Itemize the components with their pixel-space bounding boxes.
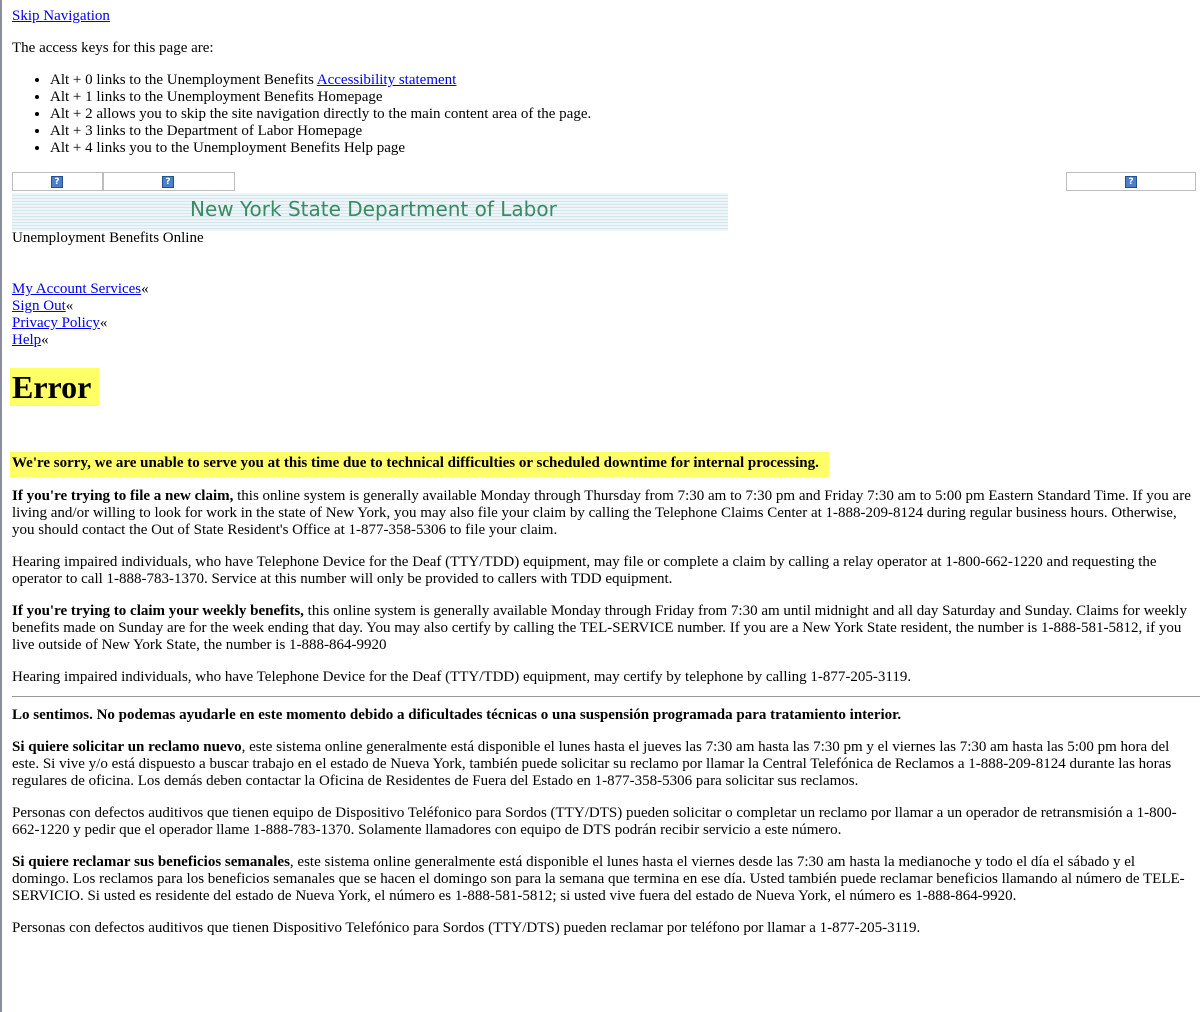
- sign-out-link[interactable]: Sign Out: [12, 298, 66, 314]
- error-message-spanish: Lo sentimos. No podemas ayudarle en este momento debido a dificultades técnicas o una suspensión programada para tratamiento interior.: [12, 707, 902, 723]
- page-title: Error: [10, 368, 99, 406]
- nys-dol-banner: [12, 193, 728, 231]
- account-menu: [12, 281, 149, 349]
- weekly-benefits-paragraph-es: Si quiere reclamar sus beneficios semanales, este sistema online generalmente está disponible el lunes hasta el viernes desde las 7:30 am hasta la medianoche y todo el día el sábado y el domingo. Los reclamos para los beneficios semanales que se hacen el domingo son para la semana que termina en ese día. Usted también puede reclamar beneficios llamando al número de TELE-SERVICIO. Si usted es residente del estado de Nueva York, el número es 1-888-581-5812; si usted vive fuera del estado de Nueva York, el número es 1-888-864-9920.: [12, 854, 1185, 904]
- menu-item-sign-out: Sign Out«: [12, 298, 74, 314]
- access-key-item: • Alt + 3 links to the Department of Labor Homepage: [50, 123, 591, 140]
- broken-image-left[interactable]: [12, 172, 103, 191]
- error-message-english: We're sorry, we are unable to serve you at this time due to technical difficulties or scheduled downtime for internal processing.: [10, 452, 829, 477]
- privacy-policy-link[interactable]: Privacy Policy: [12, 315, 100, 331]
- question-mark-icon: ?: [1125, 176, 1137, 188]
- access-key-item: • Alt + 2 allows you to skip the site navigation directly to the main content area of the page.: [50, 106, 591, 123]
- access-key-item: • Alt + 4 links you to the Unemployment Benefits Help page: [50, 140, 591, 157]
- my-account-services-link[interactable]: My Account Services: [12, 281, 142, 297]
- accessibility-statement-link[interactable]: Accessibility statement: [316, 72, 457, 88]
- access-keys-list: [12, 72, 591, 157]
- tdd-certify-paragraph: Hearing impaired individuals, who have Telephone Device for the Deaf (TTY/TDD) equipment, may certify by telephone by calling 1-877-205-3119.: [12, 669, 912, 685]
- new-claim-paragraph: If you're trying to file a new claim, this online system is generally available Monday through Thursday from 7:30 am to 7:30 pm and Friday 7:30 am to 5:00 pm Eastern Standard Time. If you are living and/or willing to look for work in the state of New York, you may also file your claim by calling the Telephone Claims Center at 1-888-209-8124 during regular business hours. Otherwise, you should contact the Out of State Resident's Office at 1-877-358-5306 to file your claim.: [12, 488, 1191, 538]
- weekly-benefits-paragraph: If you're trying to claim your weekly benefits, this online system is generally available Monday through Friday from 7:30 am until midnight and all day Saturday and Sunday. Claims for weekly benefits made on Sunday are for the week ending that day. You may also certify by calling the TEL-SERVICE number. If you are a New York State resident, the number is 1-888-581-5812, if you live outside of New York State, the number is 1-888-864-9920: [12, 603, 1187, 653]
- access-key-item: • Alt + 1 links to the Unemployment Benefits Homepage: [50, 89, 591, 106]
- main-content: [12, 488, 1192, 952]
- new-claim-paragraph-es: Si quiere solicitar un reclamo nuevo, este sistema online generalmente está disponible el lunes hasta el jueves las 7:30 am hasta las 7:30 pm y el viernes las 7:30 am hasta las 5:00 pm hora del este. Si vive y/o está dispuesto a buscar trabajo en el estado de Nueva York, también puede solicitar su reclamo por llamar la Central Telefónica de Reclamos a 1-888-209-8124 durante las horas regulares de oficina. Los demás deben contactar la Oficina de Residentes de Fuera del Estado en 1-877-358-5306 para solicitar sus reclamos.: [12, 739, 1172, 789]
- question-mark-icon: ?: [162, 176, 174, 188]
- site-subtitle: Unemployment Benefits Online: [12, 230, 204, 246]
- broken-image-middle[interactable]: [103, 172, 235, 191]
- menu-item-help: Help«: [12, 332, 49, 348]
- access-key-item: • Alt + 0 links to the Unemployment Benefits Accessibility statement: [50, 72, 591, 89]
- tdd-claim-paragraph: Hearing impaired individuals, who have Telephone Device for the Deaf (TTY/TDD) equipment, may file or complete a claim by calling a relay operator at 1-800-662-1220 and requesting the operator to call 1-888-783-1370. Service at this number will only be provided to callers with TDD equipment.: [12, 554, 1157, 587]
- skip-navigation-link[interactable]: Skip Navigation: [12, 8, 110, 24]
- tdd-claim-paragraph-es: Personas con defectos auditivos que tienen equipo de Dispositivo Teléfonico para Sordos (TTY/DTS) pueden solicitar o completar un reclamo por llamar a un operador de retransmisión a 1-800-662-1220 y pedir que el operador llame 1-888-783-1370. Solamente llamadores con equipo de DTS podrán recibir servicio a este número.: [12, 805, 1177, 838]
- broken-image-right[interactable]: [1066, 172, 1196, 191]
- help-link[interactable]: Help: [12, 332, 42, 348]
- access-keys-intro: The access keys for this page are:: [12, 40, 214, 56]
- menu-item-privacy: Privacy Policy«: [12, 315, 108, 331]
- question-mark-icon: ?: [51, 176, 63, 188]
- banner-title: New York State Department of Labor: [190, 197, 557, 221]
- tdd-certify-paragraph-es: Personas con defectos auditivos que tienen Dispositivo Telefónico para Sordos (TTY/DTS) pueden reclamar por teléfono por llamar a 1-877-205-3119.: [12, 920, 921, 936]
- language-divider: [12, 696, 1200, 697]
- menu-item-my-account: My Account Services«: [12, 281, 149, 297]
